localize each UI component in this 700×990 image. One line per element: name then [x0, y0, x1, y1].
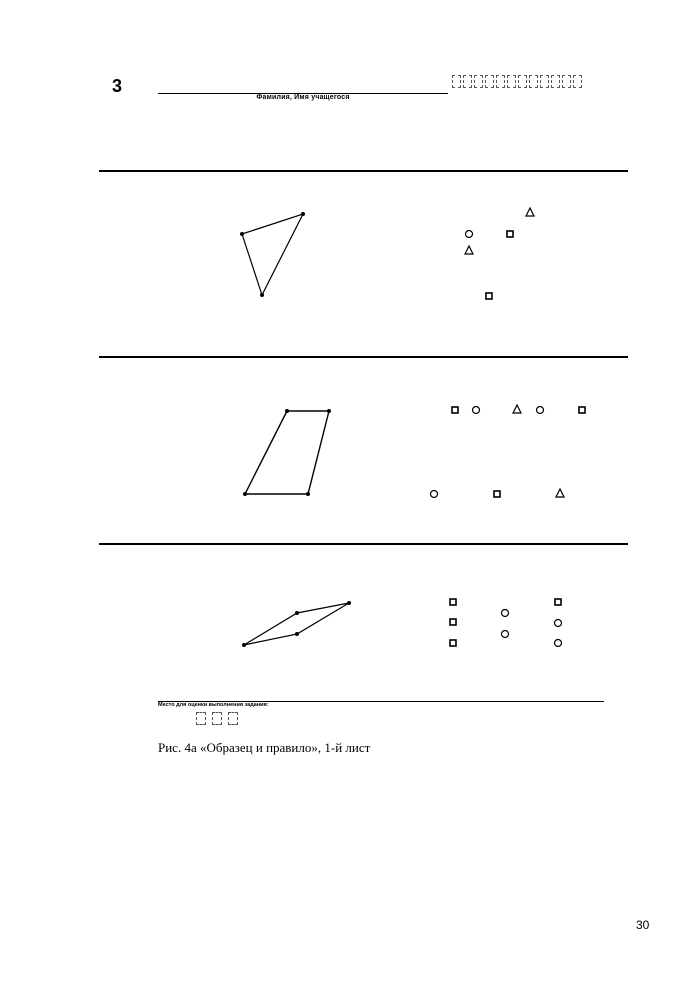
sheet-number: 3 [112, 76, 123, 96]
score-boxes [196, 712, 238, 725]
task-1-sample-triangle [242, 214, 303, 295]
student-name-label: Фамилия, Имя учащегося [256, 94, 350, 101]
square-symbol [486, 293, 492, 299]
task-1-sample-vertices [240, 212, 305, 297]
circle-symbol [555, 640, 562, 647]
circle-symbol [431, 491, 438, 498]
triangle-symbol [465, 246, 473, 254]
circle-symbol [537, 407, 544, 414]
task-2-sample-trapezoid [245, 411, 329, 494]
circle-symbol [466, 231, 473, 238]
triangle-symbol [556, 489, 564, 497]
triangle-symbol [526, 208, 534, 216]
square-symbol [579, 407, 585, 413]
circle-symbol [502, 631, 509, 638]
square-symbol [452, 407, 458, 413]
score-digit-box[interactable] [212, 712, 222, 725]
square-symbol [555, 599, 561, 605]
square-symbol [494, 491, 500, 497]
figure-caption: Рис. 4а «Образец и правило», 1-й лист [158, 740, 371, 755]
task-2-symbols [431, 405, 586, 498]
task-3-sample-parallelogram [244, 603, 349, 645]
triangle-symbol [513, 405, 521, 413]
square-symbol [450, 640, 456, 646]
circle-symbol [473, 407, 480, 414]
score-digit-box[interactable] [228, 712, 238, 725]
square-symbol [450, 599, 456, 605]
circle-symbol [555, 620, 562, 627]
task-3-sample-vertices [242, 601, 351, 647]
square-symbol [450, 619, 456, 625]
task-3-symbols [450, 599, 562, 647]
square-symbol [507, 231, 513, 237]
score-label: Место для оценки выполнения задания: [158, 702, 269, 708]
circle-symbol [502, 610, 509, 617]
task-1-symbols [465, 208, 534, 299]
page-number: 30 [636, 918, 650, 932]
score-digit-box[interactable] [196, 712, 206, 725]
